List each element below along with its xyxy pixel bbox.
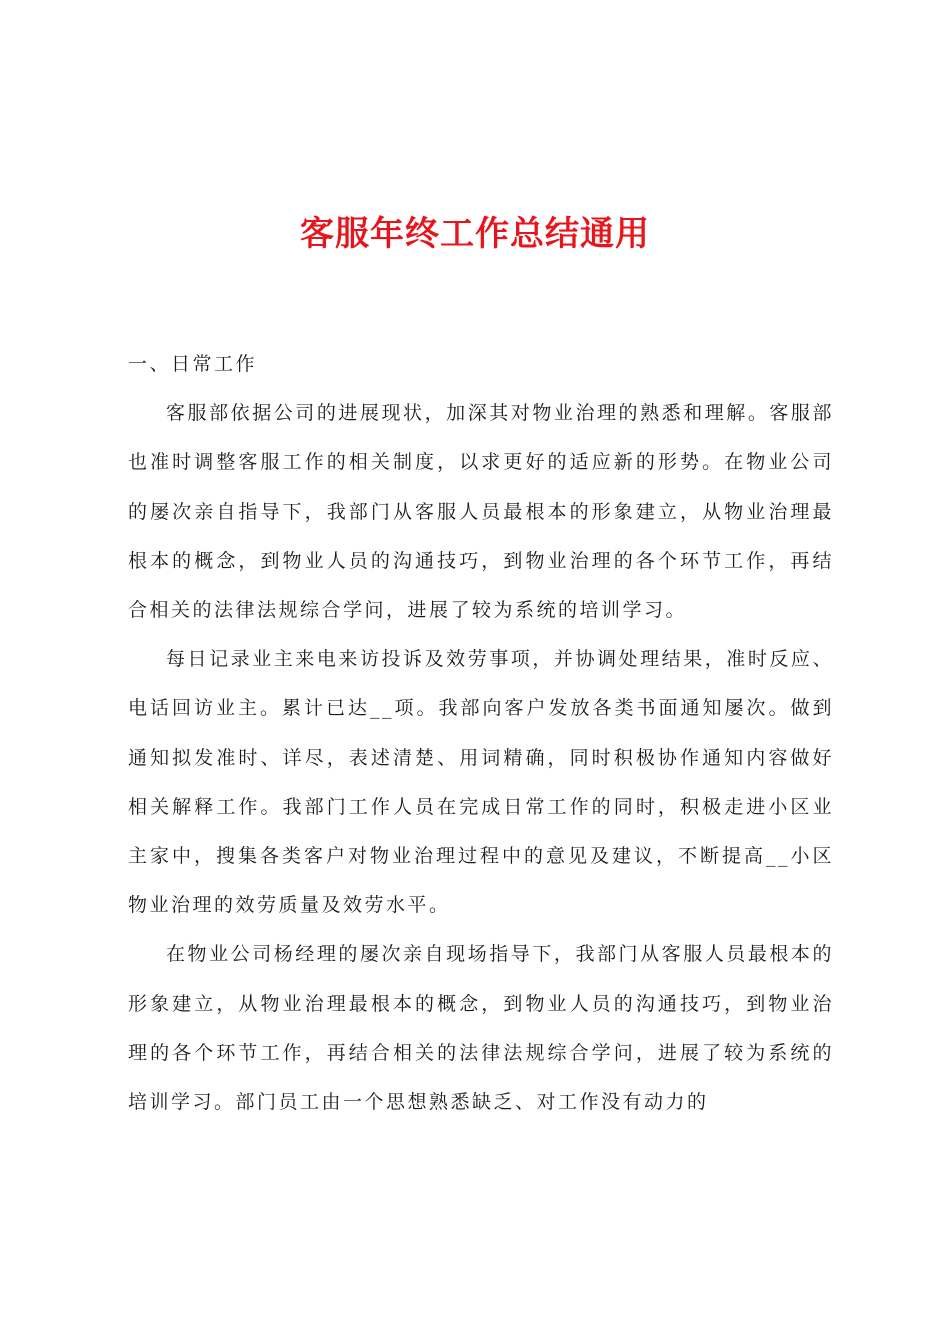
document-body [128, 340, 834, 1127]
paragraph-2: 每日记录业主来电来访投诉及效劳事项，并协调处理结果，准时反应、电话回访业主。累计已达__项。我部向客户发放各类书面通知屡次。做到通知拟发准时、详尽，表述清楚、用词精确，同时积极协作通知内容做好相关解释工作。我部门工作人员在完成日常工作的同时，积极走进小区业主家中，搜集各类客户对物业治理过程中的意见及建议，不断提高__小区物业治理的效劳质量及效劳水平。 [128, 648, 834, 917]
paragraph-3: 在物业公司杨经理的屡次亲自现场指导下，我部门从客服人员最根本的形象建立，从物业治理最根本的概念，到物业人员的沟通技巧，到物业治理的各个环节工作，再结合相关的法律法规综合学问，进展了较为系统的培训学习。部门员工由一个思想熟悉缺乏、对工作没有动力的 [128, 943, 834, 1114]
document-title: 客服年终工作总结通用 [300, 214, 650, 254]
section-heading: 一、日常工作 [128, 353, 258, 375]
paragraph-1: 客服部依据公司的进展现状，加深其对物业治理的熟悉和理解。客服部也准时调整客服工作的相关制度，以求更好的适应新的形势。在物业公司的屡次亲自指导下，我部门从客服人员最根本的形象建立，从物业治理最根本的概念，到物业人员的沟通技巧，到物业治理的各个环节工作，再结合相关的法律法规综合学问，进展了较为系统的培训学习。 [128, 402, 834, 622]
